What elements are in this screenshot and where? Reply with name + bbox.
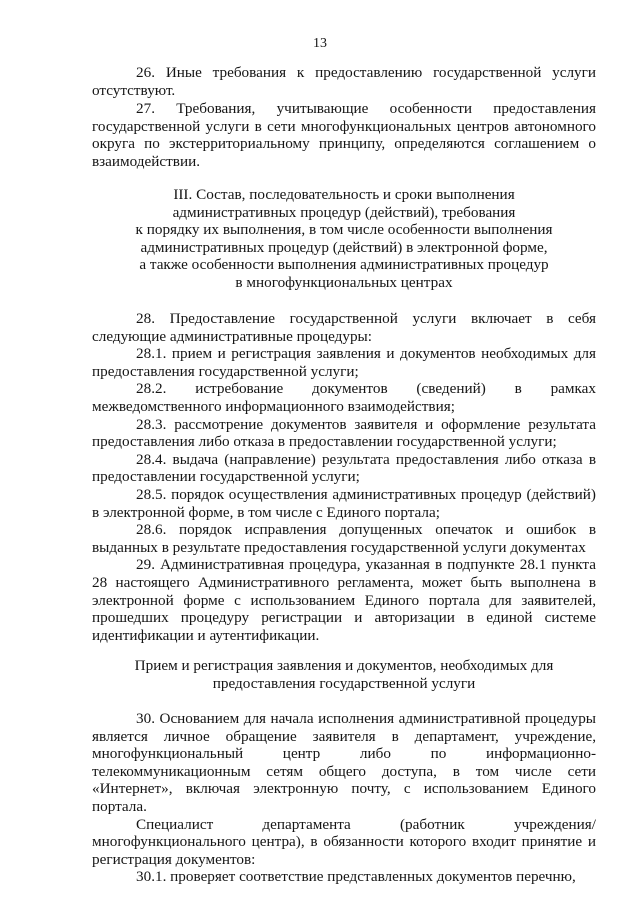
- item-27: [92, 100, 596, 170]
- section-3-heading-line: а также особенности выполнения административных процедур: [139, 256, 549, 274]
- item-30: 30. Основанием для начала исполнения административной процедуры является личное обращение заявителя в департамент, учреждение, многофункциональный центр либо по информационно-телекоммуникационным сетям общего доступа, в том числе сети «Интернет», включая электронную почту, с использованием Единого портала.: [92, 710, 596, 815]
- item-28-3: 28.3. рассмотрение документов заявителя и оформление результата предоставления либо отказа в предоставлении государственной услуги;: [92, 415, 596, 451]
- item-26: [92, 64, 596, 99]
- item-28-6: 28.6. порядок исправления допущенных опечаток и ошибок в выданных в результате предоставления государственной услуги документах: [92, 521, 596, 556]
- item-26-text: Иные требования к предоставлению государственной услуги отсутствуют.: [92, 64, 597, 99]
- item-28: 28. Предоставление государственной услуги включает в себя следующие административные процедуры:: [92, 310, 596, 345]
- item-27-paragraph: [92, 100, 596, 170]
- section-3-body: [92, 310, 596, 644]
- item-29: 29. Административная процедура, указанная в подпункте 28.1 пункта 28 настоящего Административного регламента, может быть выполнена в электронной форме с использованием Единого портала для заявителей, прошедших процедуру регистрации и авторизации в единой системе идентификации и аутентификации.: [92, 556, 596, 644]
- subsection-heading: [92, 657, 596, 692]
- item-26-paragraph: [92, 64, 596, 99]
- item-27-number: 27.: [136, 100, 155, 117]
- page-number: 13: [313, 36, 327, 51]
- item-26-number: 26.: [136, 64, 155, 81]
- item-28-4: 28.4. выдача (направление) результата предоставления либо отказа в предоставлении государственной услуги;: [92, 450, 596, 486]
- subsection-heading-line: предоставления государственной услуги: [212, 674, 476, 692]
- section-3-heading-line: в многофункциональных центрах: [235, 273, 453, 291]
- section-3-heading-line: административных процедур (действий), требования: [172, 203, 516, 221]
- section-3-heading-line: административных процедур (действий) в электронной форме,: [140, 238, 548, 256]
- section-3-heading-line: III. Состав, последовательность и сроки выполнения: [173, 186, 515, 203]
- subsection-body: [92, 710, 596, 886]
- item-28-2: 28.2. истребование документов (сведений) в рамках межведомственного информационного взаимодействия;: [92, 380, 596, 415]
- item-28-5: 28.5. порядок осуществления административных процедур (действий) в электронной форме, в том числе с Единого портала;: [92, 485, 596, 521]
- item-28-1: 28.1. прием и регистрация заявления и документов необходимых для предоставления государственной услуги;: [92, 345, 596, 380]
- specialist-paragraph: Специалист департамента (работник учреждения/многофункционального центра), в обязанности которого входит принятие и регистрация документов:: [92, 815, 596, 868]
- item-30-1: 30.1. проверяет соответствие представленных документов перечню,: [136, 868, 576, 886]
- subsection-heading-line: Прием и регистрация заявления и документов, необходимых для: [134, 657, 554, 674]
- section-3-heading-line: к порядку их выполнения, в том числе особенности выполнения: [135, 221, 553, 239]
- section-3-heading: [92, 186, 596, 292]
- item-27-text: Требования, учитывающие особенности предоставления государственной услуги в сети многофункциональных центров автономного округа по экстерриториальному принципу, определяются соглашением о взаимодействии.: [92, 100, 597, 170]
